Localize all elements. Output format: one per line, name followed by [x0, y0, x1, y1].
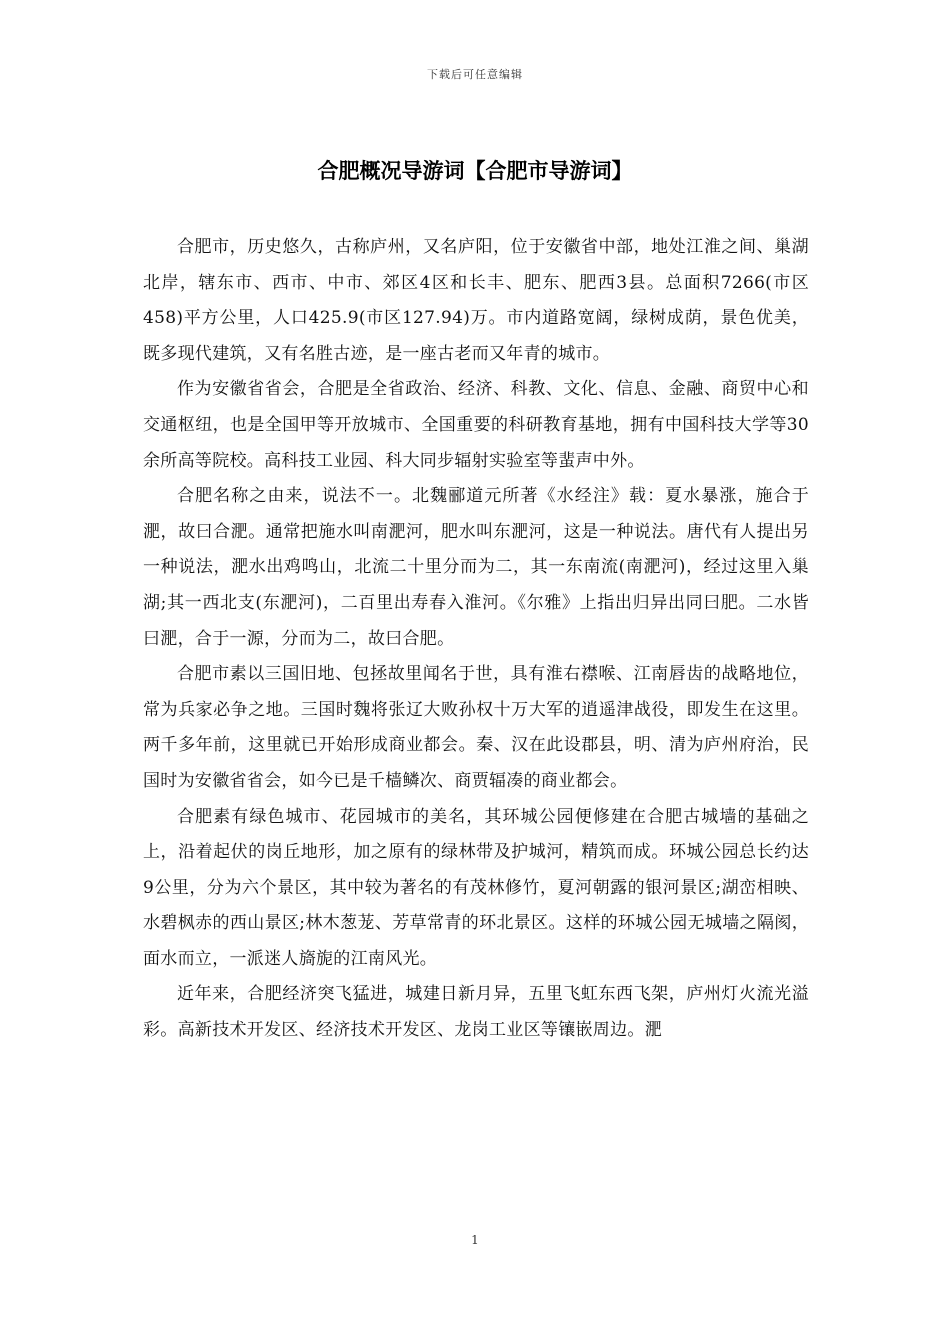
paragraph: 合肥市素以三国旧地、包拯故里闻名于世，具有淮右襟喉、江南唇齿的战略地位，常为兵家必争之地。三国时魏将张辽大败孙权十万大军的逍遥津战役，即发生在这里。两千多年前，这里就已开始形成商业都会。秦、汉在此设郡县，明、清为庐州府治，民国时为安徽省省会，如今已是千樯鳞次、商贾辐凑的商业都会。 [143, 664, 809, 791]
paragraph: 合肥市，历史悠久，古称庐州，又名庐阳，位于安徽省中部，地处江淮之间、巢湖北岸，辖东市、西市、中市、郊区4区和长丰、肥东、肥西3县。总面积7266(市区458)平方公里，人口425.9(市区127.94)万。市内道路宽阔，绿树成荫，景色优美，既多现代建筑，又有名胜古迹，是一座古老而又年青的城市。 [143, 237, 809, 364]
paragraph: 合肥素有绿色城市、花园城市的美名，其环城公园便修建在合肥古城墙的基础之上，沿着起伏的岗丘地形，加之原有的绿林带及护城河，精筑而成。环城公园总长约达9公里，分为六个景区，其中较为著名的有茂林修竹，夏河朝露的银河景区;湖峦相映、水碧枫赤的西山景区;林木葱茏、芳草常青的环北景区。这样的环城公园无城墙之隔阂，面水而立，一派迷人旖旎的江南风光。 [143, 806, 809, 969]
paragraph: 近年来，合肥经济突飞猛进，城建日新月异，五里飞虹东西飞架，庐州灯火流光溢彩。高新技术开发区、经济技术开发区、龙岗工业区等镶嵌周边。淝 [143, 984, 809, 1041]
paragraph: 合肥名称之由来，说法不一。北魏郦道元所著《水经注》载：夏水暴涨，施合于淝，故曰合淝。通常把施水叫南淝河，肥水叫东淝河，这是一种说法。唐代有人提出另一种说法，淝水出鸡鸣山，北流二十里分而为二，其一东南流(南淝河)，经过这里入巢湖;其一西北支(东淝河)，二百里出寿春入淮河。《尔雅》上指出归异出同曰肥。二水皆曰淝，合于一源，分而为二，故曰合肥。 [143, 486, 809, 649]
document-title: 合肥概况导游词【合肥市导游词】 [317, 159, 633, 183]
header-note: 下载后可任意编辑 [427, 68, 523, 81]
page-number: 1 [471, 1233, 479, 1247]
document-body [143, 230, 809, 1049]
paragraph: 作为安徽省省会，合肥是全省政治、经济、科教、文化、信息、金融、商贸中心和交通枢纽，也是全国甲等开放城市、全国重要的科研教育基地，拥有中国科技大学等30余所高等院校。高科技工业园、科大同步辐射实验室等蜚声中外。 [143, 379, 809, 471]
